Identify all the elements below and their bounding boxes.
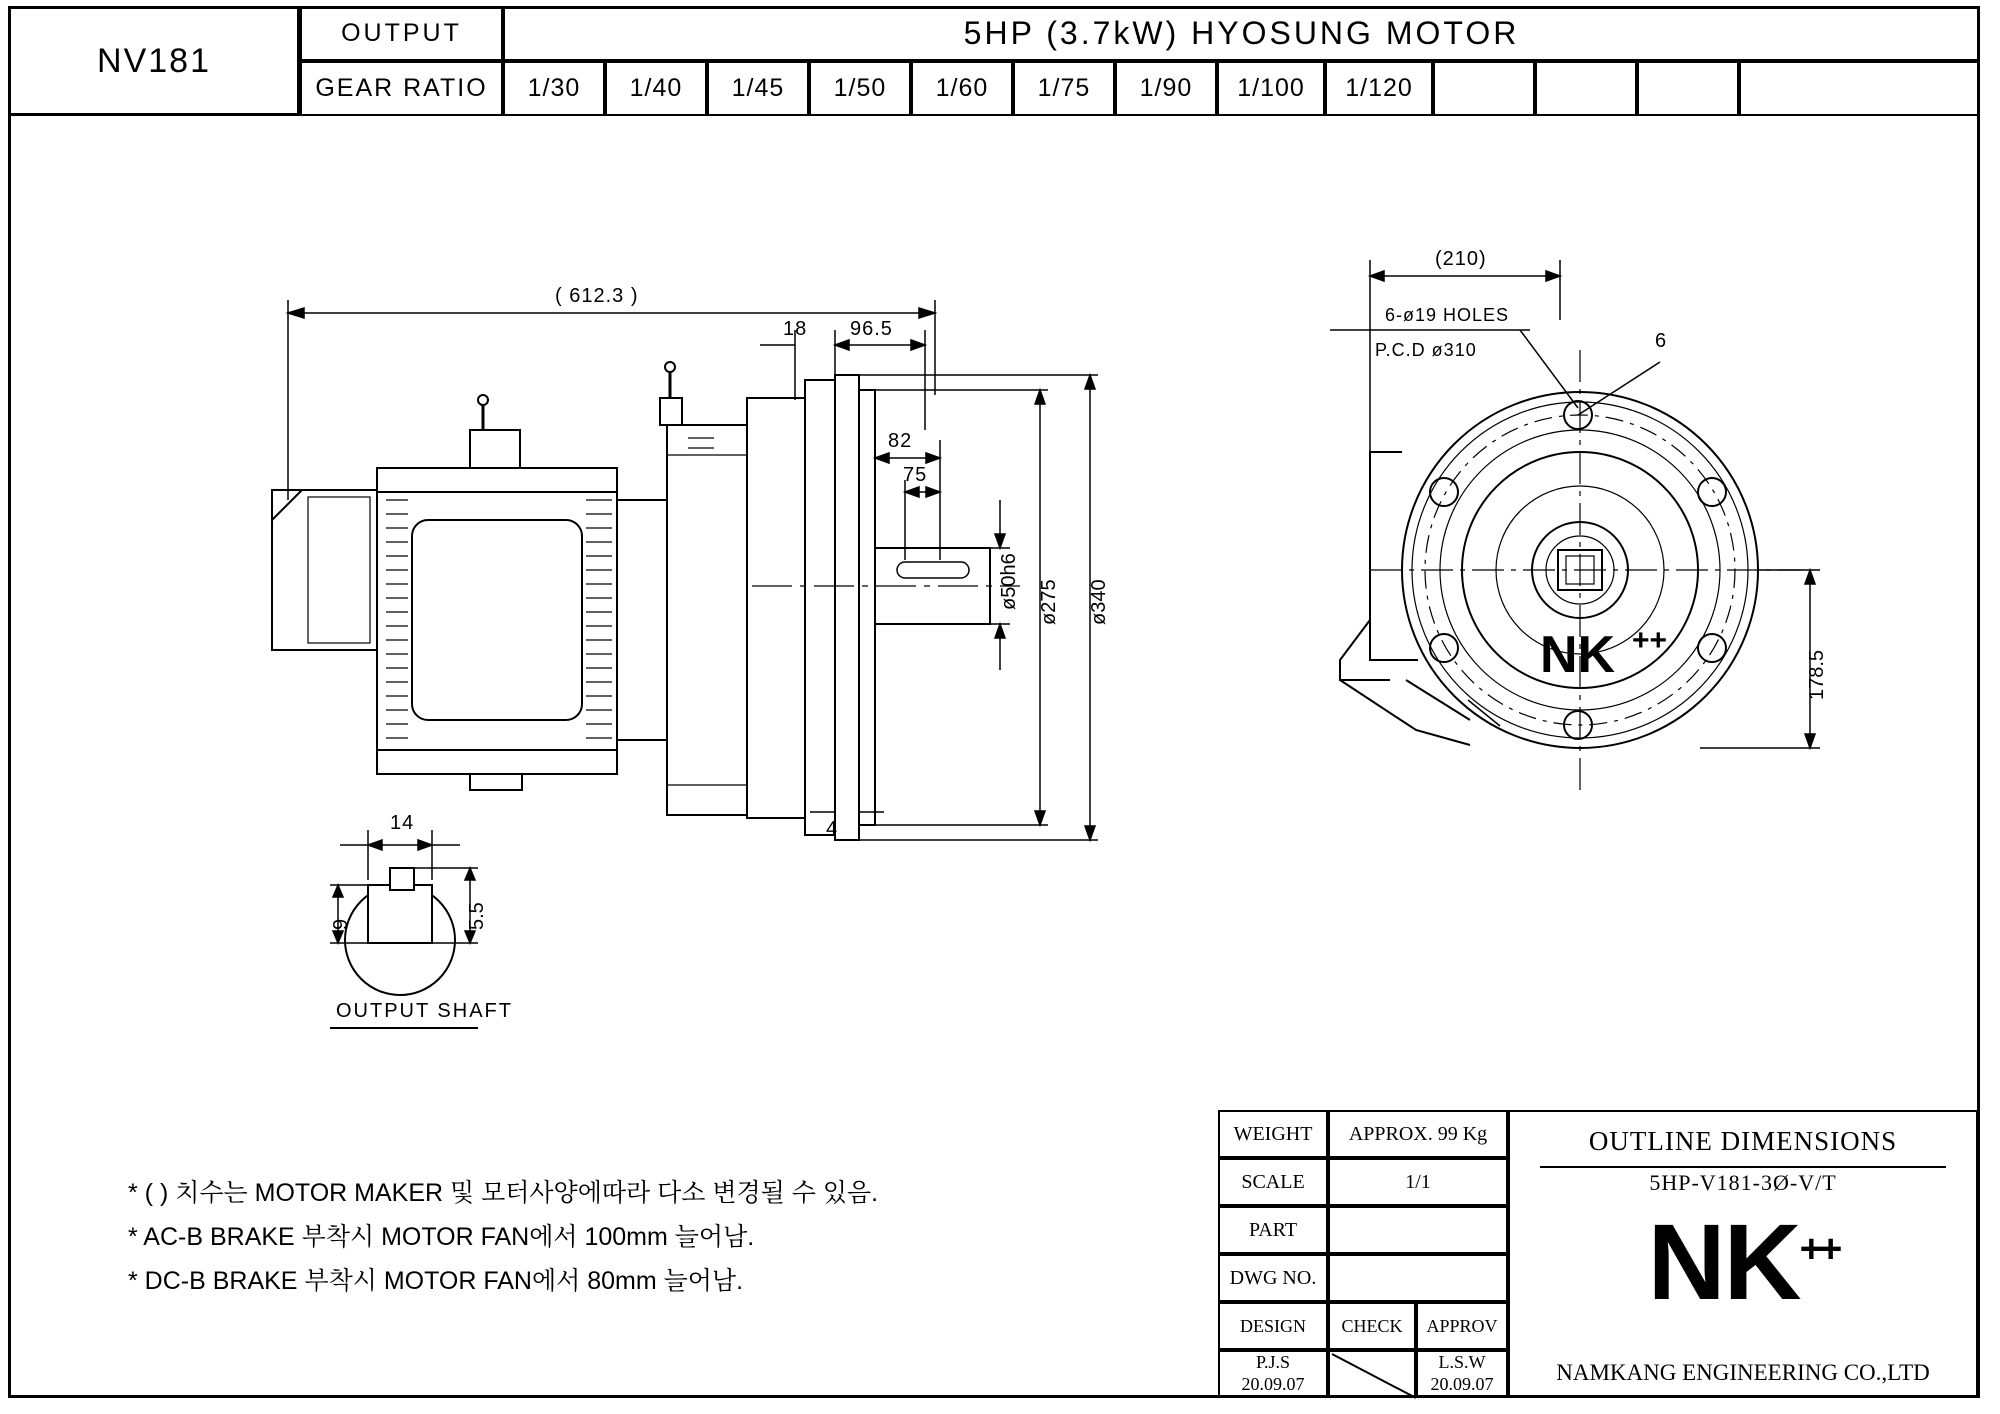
gear-ratio-cell: 1/50 — [809, 61, 911, 116]
check-label: CHECK — [1328, 1302, 1416, 1350]
company-name: NAMKANG ENGINEERING CO.,LTD — [1556, 1360, 1930, 1385]
check-signature — [1328, 1350, 1416, 1398]
scale-label: SCALE — [1218, 1158, 1328, 1206]
title-rule — [1540, 1166, 1946, 1168]
gear-ratio-cell: 1/100 — [1217, 61, 1325, 116]
gear-ratio-cell: 1/120 — [1325, 61, 1433, 116]
approv-label: APPROV — [1416, 1302, 1508, 1350]
nk-logo-front-plus: ++ — [1632, 624, 1668, 657]
design-signature — [1218, 1350, 1328, 1398]
dim-label-shaft-dia: ø50h6 — [998, 553, 1020, 610]
doc-title: OUTLINE DIMENSIONS — [1588, 1126, 1898, 1156]
gear-adapter — [617, 362, 747, 815]
approv-signature — [1416, 1350, 1508, 1398]
output-shaft-caption: OUTPUT SHAFT — [336, 1000, 513, 1022]
part-value — [1328, 1206, 1508, 1254]
output-label: OUTPUT — [300, 6, 503, 61]
label-pcd: P.C.D ø310 — [1375, 340, 1477, 360]
gear-ratio-cell: 1/45 — [707, 61, 809, 116]
title-block — [1218, 1110, 1978, 1398]
nk-logo — [1510, 1201, 1976, 1322]
dim-82-75 — [875, 440, 940, 560]
gearbox-housing — [747, 380, 835, 835]
gear-ratio-cell: 1/60 — [911, 61, 1013, 116]
part-label: PART — [1218, 1206, 1328, 1254]
nk-logo-front: NK — [1540, 626, 1616, 684]
dim-label-75: 75 — [903, 464, 928, 486]
dim-label-dia-340: ø340 — [1088, 579, 1110, 625]
model-cell: NV181 — [8, 6, 300, 116]
dim-18-965 — [760, 330, 925, 430]
dim-label-dia-275: ø275 — [1038, 579, 1060, 625]
weight-value: APPROX. 99 Kg — [1328, 1110, 1508, 1158]
dim-4 — [810, 795, 884, 840]
approv-name: L.S.W — [1438, 1352, 1486, 1373]
gear-ratio-cell: 1/30 — [503, 61, 605, 116]
nk-logo-plus: ++ — [1799, 1227, 1839, 1271]
note-line: * AC-B BRAKE 부착시 MOTOR FAN에서 100mm 늘어남. — [128, 1222, 755, 1251]
dim-label-4: 4 — [826, 818, 839, 840]
motor-body — [377, 395, 617, 790]
front-view-body — [1340, 350, 1800, 790]
doc-subtitle: 5HP-V181-3Ø-V/T — [1649, 1170, 1837, 1195]
approv-date: 20.09.07 — [1430, 1374, 1494, 1394]
dim-overall-length — [288, 300, 935, 500]
dim-label-82: 82 — [888, 430, 913, 452]
dim-label-key-9: 9 — [330, 918, 352, 930]
gear-ratio-cell: 1/90 — [1115, 61, 1217, 116]
motor-fan-cover — [272, 490, 377, 650]
gear-ratio-label: GEAR RATIO — [300, 61, 503, 116]
dim-label-key-14: 14 — [390, 812, 415, 834]
dim-label-210: (210) — [1435, 248, 1487, 270]
document-title-panel — [1508, 1110, 1978, 1398]
scale-value: 1/1 — [1328, 1158, 1508, 1206]
weight-label: WEIGHT — [1218, 1110, 1328, 1158]
notes-block — [128, 1172, 878, 1303]
nk-logo-text: NK — [1647, 1201, 1800, 1322]
dim-label-96-5: 96.5 — [850, 318, 893, 340]
dwg-no-value — [1328, 1254, 1508, 1302]
header-title: 5HP (3.7kW) HYOSUNG MOTOR — [503, 6, 1980, 61]
gear-ratio-cell: 1/40 — [605, 61, 707, 116]
dim-label-6: 6 — [1655, 330, 1668, 352]
note-line: * ( ) 치수는 MOTOR MAKER 및 모터사양에따라 다소 변경될 수 있음. — [128, 1179, 879, 1207]
dim-label-overall: ( 612.3 ) — [555, 285, 639, 307]
output-flange — [835, 375, 875, 840]
dim-label-178-5: 178.5 — [1806, 649, 1828, 700]
design-name: P.J.S — [1255, 1352, 1291, 1373]
design-label: DESIGN — [1218, 1302, 1328, 1350]
dim-label-5-5: 5.5 — [466, 902, 488, 930]
label-holes: 6-ø19 HOLES — [1385, 305, 1510, 325]
gear-ratio-cell: 1/75 — [1013, 61, 1115, 116]
note-line: * DC-B BRAKE 부착시 MOTOR FAN에서 80mm 늘어남. — [128, 1266, 744, 1295]
design-date: 20.09.07 — [1241, 1374, 1305, 1394]
dwg-no-label: DWG NO. — [1218, 1254, 1328, 1302]
dim-label-18: 18 — [783, 318, 808, 340]
